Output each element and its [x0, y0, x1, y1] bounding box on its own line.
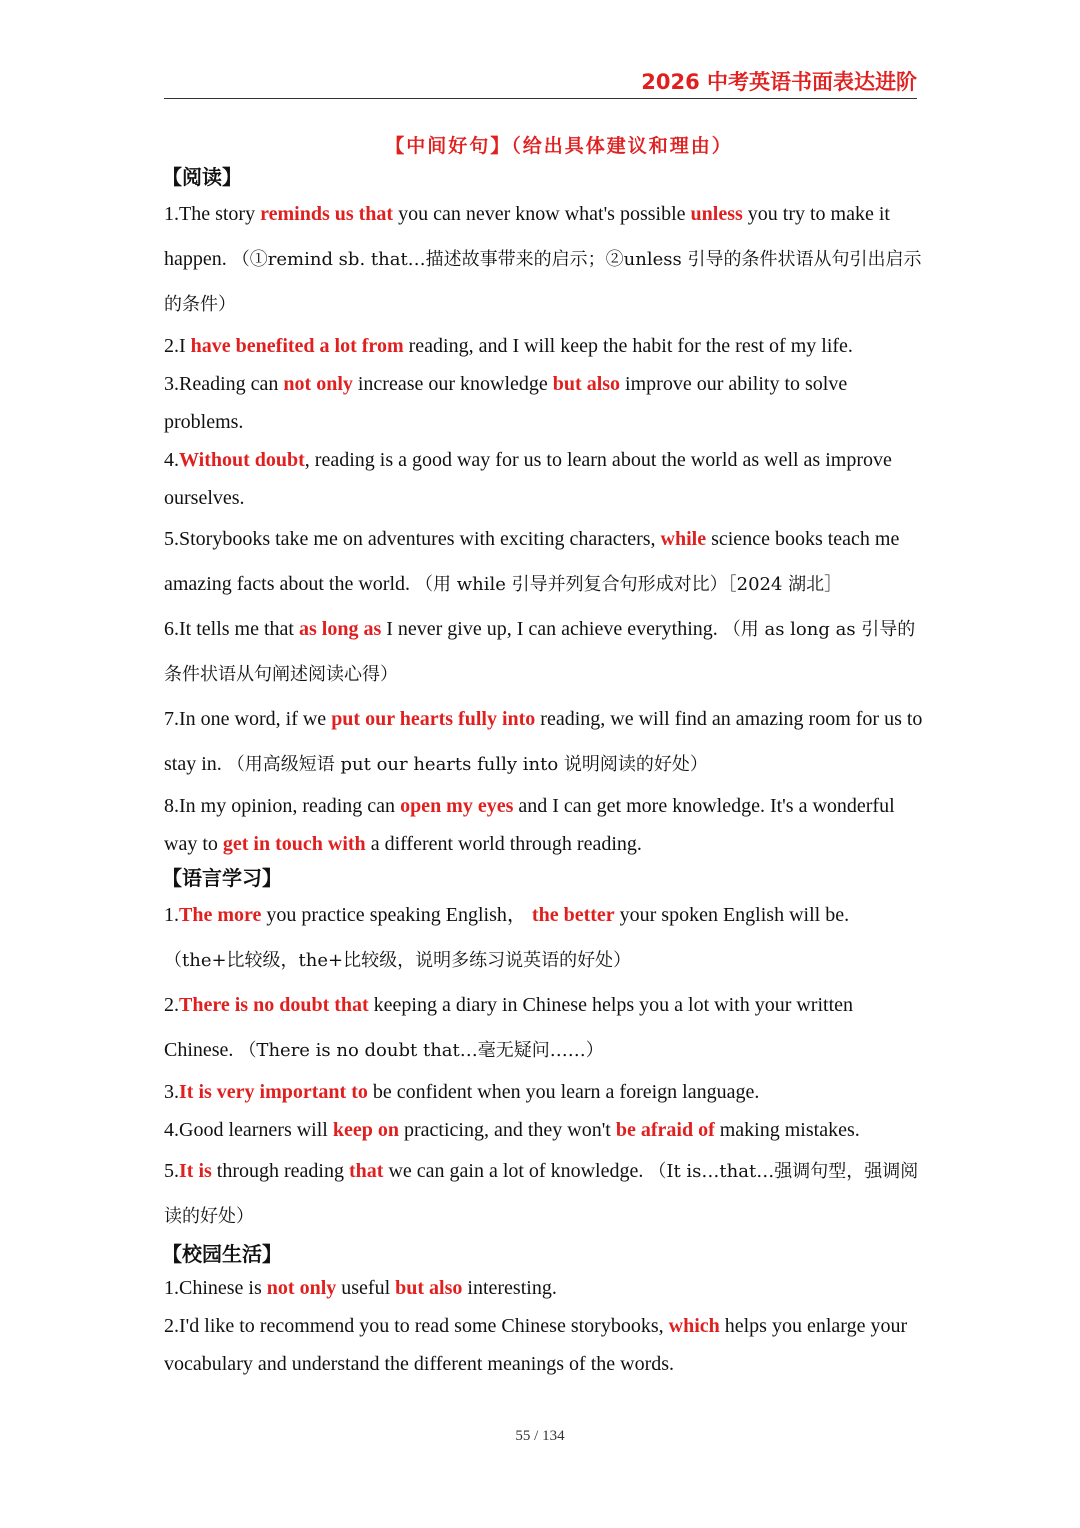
sentence-item: [164, 192, 924, 327]
sentence-text: 1.The story: [164, 203, 261, 225]
page-content: [164, 130, 924, 1383]
sentence-text: keeping a diary in Chinese helps you a lot with your written Chinese.: [164, 994, 854, 1061]
sentence-text: 2.: [164, 994, 179, 1016]
key-phrase: while: [660, 528, 707, 550]
grammar-note: （用 as long as 引导的条件状语从句阐述阅读心得）: [164, 619, 916, 685]
key-phrase: the better: [531, 904, 615, 926]
sentence-text: science books teach me amazing facts about the world.: [164, 528, 900, 595]
key-phrase: There is no doubt that: [179, 994, 369, 1016]
sentence-text: 3.Reading can: [164, 373, 284, 395]
sentence-text: you try to make it happen.: [164, 203, 890, 270]
sentence-text: 6.It tells me that: [164, 618, 299, 640]
grammar-note: （It is…that…强调句型，强调阅读的好处）: [164, 1161, 919, 1227]
sentence-text: 1.Chinese is: [164, 1277, 267, 1299]
sentence-text: you can never know what's possible: [393, 203, 691, 225]
key-phrase: but also: [552, 373, 621, 395]
sentence-text: you practice speaking English，: [261, 904, 532, 926]
key-phrase: that: [348, 1160, 384, 1182]
sentence-text: 5.: [164, 1160, 179, 1182]
key-phrase: Without doubt: [179, 449, 305, 471]
sentence-item: [164, 441, 924, 517]
section-heading: 【阅读】: [162, 165, 242, 189]
sentence-text: 4.Good learners will: [164, 1119, 333, 1141]
document-header-title: 2026 中考英语书面表达进阶: [641, 70, 917, 94]
key-phrase: not only: [266, 1277, 337, 1299]
sentence-item: [164, 697, 924, 787]
key-phrase: open my eyes: [400, 795, 514, 817]
sentence-text: we can gain a lot of knowledge.: [383, 1160, 649, 1182]
key-phrase: but also: [395, 1277, 463, 1299]
sentence-text: 2.I: [164, 335, 191, 357]
grammar-note: （the+比较级，the+比较级，说明多练习说英语的好处）: [164, 950, 632, 971]
key-phrase: It is: [179, 1160, 212, 1182]
key-phrase: as long as: [298, 618, 382, 640]
sentence-text: 1.: [164, 904, 179, 926]
key-phrase: It is very important to: [179, 1081, 368, 1103]
grammar-note: （用高级短语 put our hearts fully into 说明阅读的好处）: [226, 754, 708, 775]
key-phrase: put our hearts fully into: [331, 708, 536, 730]
sentence-item: [164, 787, 924, 863]
sentence-text: through reading: [211, 1160, 349, 1182]
key-phrase: not only: [283, 373, 353, 395]
grammar-note: （①remind sb. that…描述故事带来的启示；②unless 引导的条件状语从句引出启示的条件）: [164, 249, 922, 315]
sentence-text: reading, we will find an amazing room for us to stay in.: [164, 708, 923, 775]
key-phrase: The more: [179, 904, 262, 926]
sentence-text: a different world through reading.: [365, 833, 642, 855]
key-phrase: keep on: [332, 1119, 399, 1141]
section-heading: 【语言学习】: [162, 866, 282, 890]
key-phrase: unless: [690, 203, 743, 225]
sentence-text: improve our ability to solve problems.: [164, 373, 848, 433]
sentence-text: 2.I'd like to recommend you to read some Chinese storybooks,: [164, 1315, 669, 1337]
key-phrase: reminds us that: [260, 203, 394, 225]
sentence-item: [164, 1149, 924, 1239]
sentence-item: [164, 517, 924, 607]
sentence-text: 3.: [164, 1081, 179, 1103]
sentence-text: useful: [336, 1277, 396, 1299]
sections-container: [164, 162, 924, 1383]
sentence-item: [164, 607, 924, 697]
sentence-item: [164, 365, 924, 441]
page-number: 55 / 134: [515, 1428, 565, 1444]
header-divider: [164, 98, 917, 99]
sentence-item: [164, 1073, 924, 1111]
sentence-text: interesting.: [462, 1277, 557, 1299]
sentence-text: I never give up, I can achieve everything.: [381, 618, 723, 640]
grammar-note: （There is no doubt that…毫无疑问……）: [238, 1040, 604, 1061]
sentence-item: [164, 983, 924, 1073]
sentence-text: helps you enlarge your vocabulary and understand the different meanings of the words.: [164, 1315, 908, 1375]
sentence-item: [164, 1269, 924, 1307]
sentence-item: [164, 327, 924, 365]
section-heading: 【校园生活】: [162, 1242, 282, 1266]
sentence-text: increase our knowledge: [352, 373, 553, 395]
section-title: 【中间好句】（给出具体建议和理由）: [385, 135, 733, 157]
sentence-text: , reading is a good way for us to learn about the world as well as improve ourselves.: [164, 449, 892, 509]
sentence-item: [164, 893, 924, 983]
sentence-text: reading, and I will keep the habit for the rest of my life.: [403, 335, 853, 357]
grammar-note: （用 while 引导并列复合句形成对比）［2024 湖北］: [415, 574, 843, 595]
sentence-text: your spoken English will be.: [614, 904, 850, 926]
sentence-item: [164, 1111, 924, 1149]
sentence-text: practicing, and they won't: [398, 1119, 616, 1141]
key-phrase: be afraid of: [615, 1119, 715, 1141]
key-phrase: get in touch with: [222, 833, 366, 855]
sentence-text: 8.In my opinion, reading can: [164, 795, 401, 817]
sentence-text: be confident when you learn a foreign language.: [367, 1081, 760, 1103]
sentence-text: 5.Storybooks take me on adventures with exciting characters,: [164, 528, 661, 550]
key-phrase: which: [668, 1315, 720, 1337]
sentence-text: 4.: [164, 449, 179, 471]
sentence-text: and I can get more knowledge. It's a wonderful way to: [164, 795, 895, 855]
sentence-item: [164, 1307, 924, 1383]
sentence-text: making mistakes.: [714, 1119, 860, 1141]
key-phrase: have benefited a lot from: [190, 335, 404, 357]
sentence-text: 7.In one word, if we: [164, 708, 332, 730]
